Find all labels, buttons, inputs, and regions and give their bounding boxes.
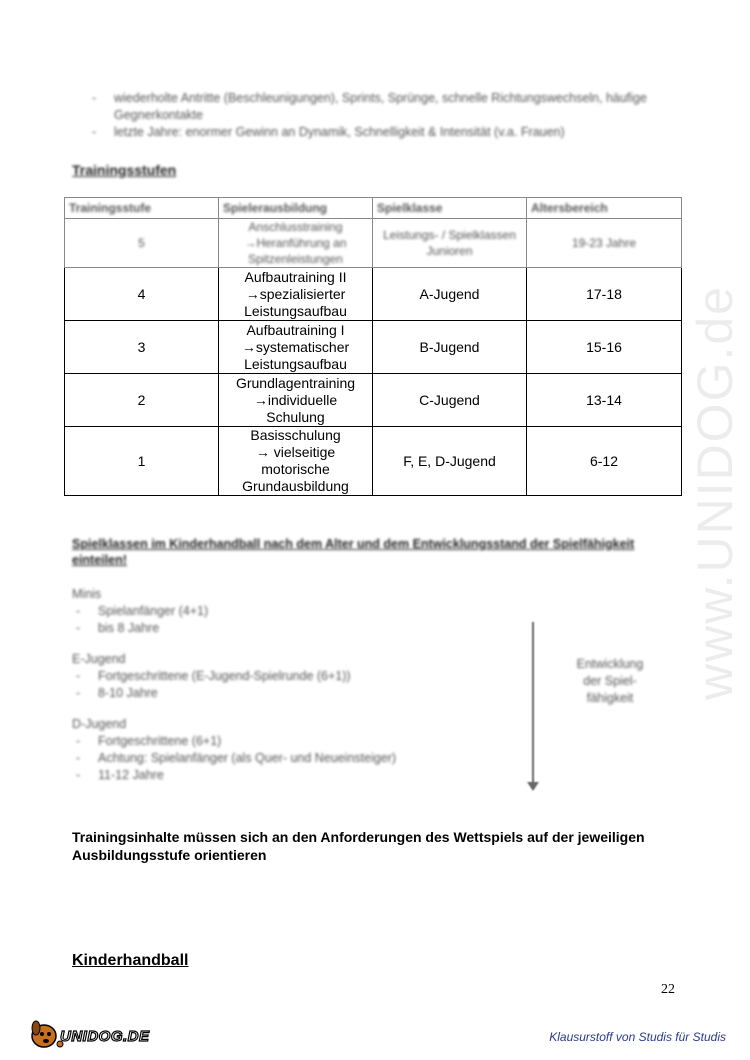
- ausbildung-line: Grundausbildung: [242, 478, 349, 494]
- cell-alter: 19-23 Jahre: [527, 219, 682, 268]
- cell-alter: 15-16: [527, 321, 682, 374]
- note-line: Entwicklung: [576, 657, 644, 671]
- ausbildung-line: Aufbautraining II: [244, 268, 347, 285]
- note-line: fähigkeit: [586, 691, 634, 705]
- ausbildung-line: →systematischer: [241, 338, 350, 355]
- watermark-text: www.UNIDOG.de: [687, 285, 743, 700]
- section-title-trainingsstufen: Trainingsstufen: [72, 162, 177, 178]
- table-row-stage-5: [65, 219, 682, 268]
- ausbildung-line: →spezialisierter: [245, 285, 346, 302]
- intro-bullet: - letzte Jahre: enormer Gewinn an Dynamik, Schnelligkeit & Intensität (v.a. Frauen): [88, 124, 688, 141]
- cell-ausbildung: [219, 321, 373, 374]
- ausbildung-line: Leistungsaufbau: [244, 355, 347, 372]
- header-trainingsstufe: Trainingsstufe: [65, 198, 219, 219]
- arrow-down-icon: [527, 782, 539, 791]
- cell-alter: 6-12: [527, 427, 682, 496]
- table-row-stage-4: [65, 268, 682, 321]
- page-number: 22: [661, 982, 675, 997]
- group-d-jugend: [72, 716, 512, 784]
- group-e-jugend: [72, 651, 512, 702]
- cell-ausbildung: Anschlusstraining →Heranführung an Spitzenleistungen: [219, 219, 373, 268]
- note-line: der Spiel-: [583, 674, 637, 688]
- ausbildung-line: Grundlagentraining: [235, 374, 356, 391]
- group-item: - Achtung: Spielanfänger (als Quer- und Neueinsteiger): [72, 750, 512, 767]
- ausbildung-line: Basisschulung: [250, 427, 341, 443]
- group-minis: [72, 586, 512, 637]
- table-row-stage-2: [65, 374, 682, 427]
- cell-ausbildung: [219, 374, 373, 427]
- cell-stufe: 5: [65, 219, 219, 268]
- cell-klasse: B-Jugend: [373, 321, 527, 374]
- ausbildung-line: Schulung: [266, 408, 325, 425]
- training-stages-table: [64, 197, 682, 496]
- table-row-stage-3: [65, 321, 682, 374]
- ausbildung-line: Leistungsaufbau: [244, 302, 347, 319]
- ausbildung-line: motorische: [261, 461, 330, 477]
- group-item: - Spielanfänger (4+1): [72, 603, 512, 620]
- table-header-row: [65, 198, 682, 219]
- cell-klasse: C-Jugend: [373, 374, 527, 427]
- header-spielklasse: Spielklasse: [373, 198, 527, 219]
- development-arrow-line: [532, 622, 534, 788]
- cell-ausbildung: [219, 427, 373, 496]
- cell-klasse: Leistungs- / Spielklassen Junioren: [373, 219, 527, 268]
- group-title: E-Jugend: [72, 652, 126, 666]
- group-item: - Fortgeschrittene (6+1): [72, 733, 512, 750]
- group-item: - 11-12 Jahre: [72, 767, 512, 784]
- group-item: - bis 8 Jahre: [72, 620, 512, 637]
- age-group-list: [72, 586, 512, 798]
- intro-bullet: - wiederholte Antritte (Beschleunigungen), Sprints, Sprünge, schnelle Richtungswechseln, häufige Gegnerkontakte: [88, 90, 688, 124]
- development-note: [560, 656, 660, 707]
- footer-slogan: Klausurstoff von Studis für Studis: [549, 1030, 726, 1044]
- cell-alter: 13-14: [527, 374, 682, 427]
- group-item: - Fortgeschrittene (E-Jugend-Spielrunde (6+1)): [72, 668, 512, 685]
- ausbildung-line: →individuelle: [253, 391, 338, 408]
- group-title: Minis: [72, 587, 102, 601]
- ausbildung-line: Aufbautraining I: [246, 321, 345, 338]
- cell-stufe: 4: [65, 268, 219, 321]
- group-title: D-Jugend: [72, 717, 127, 731]
- training-content-note: Trainingsinhalte müssen sich an den Anforderungen des Wettspiels auf der jeweiligen Ausbildungsstufe orientieren: [72, 829, 645, 863]
- header-altersbereich: Altersbereich: [527, 198, 682, 219]
- kinderhandball-heading: Kinderhandball: [72, 952, 189, 969]
- cell-klasse: F, E, D-Jugend: [373, 427, 527, 496]
- cell-alter: 17-18: [527, 268, 682, 321]
- logo-wordmark: UNIDOG.DE: [60, 1028, 150, 1045]
- spielklassen-heading: Spielklassen im Kinderhandball nach dem Alter und dem Entwicklungsstand der Spielfähigkeit einteilen!: [72, 537, 635, 567]
- cell-stufe: 3: [65, 321, 219, 374]
- cell-stufe: 2: [65, 374, 219, 427]
- table-row-stage-1: [65, 427, 682, 496]
- group-item: - 8-10 Jahre: [72, 685, 512, 702]
- intro-bullet-list: [88, 90, 688, 141]
- cell-ausbildung: [219, 268, 373, 321]
- header-spielerausbildung: Spielerausbildung: [219, 198, 373, 219]
- cell-klasse: A-Jugend: [373, 268, 527, 321]
- cell-stufe: 1: [65, 427, 219, 496]
- ausbildung-line: → vielseitige: [255, 444, 336, 460]
